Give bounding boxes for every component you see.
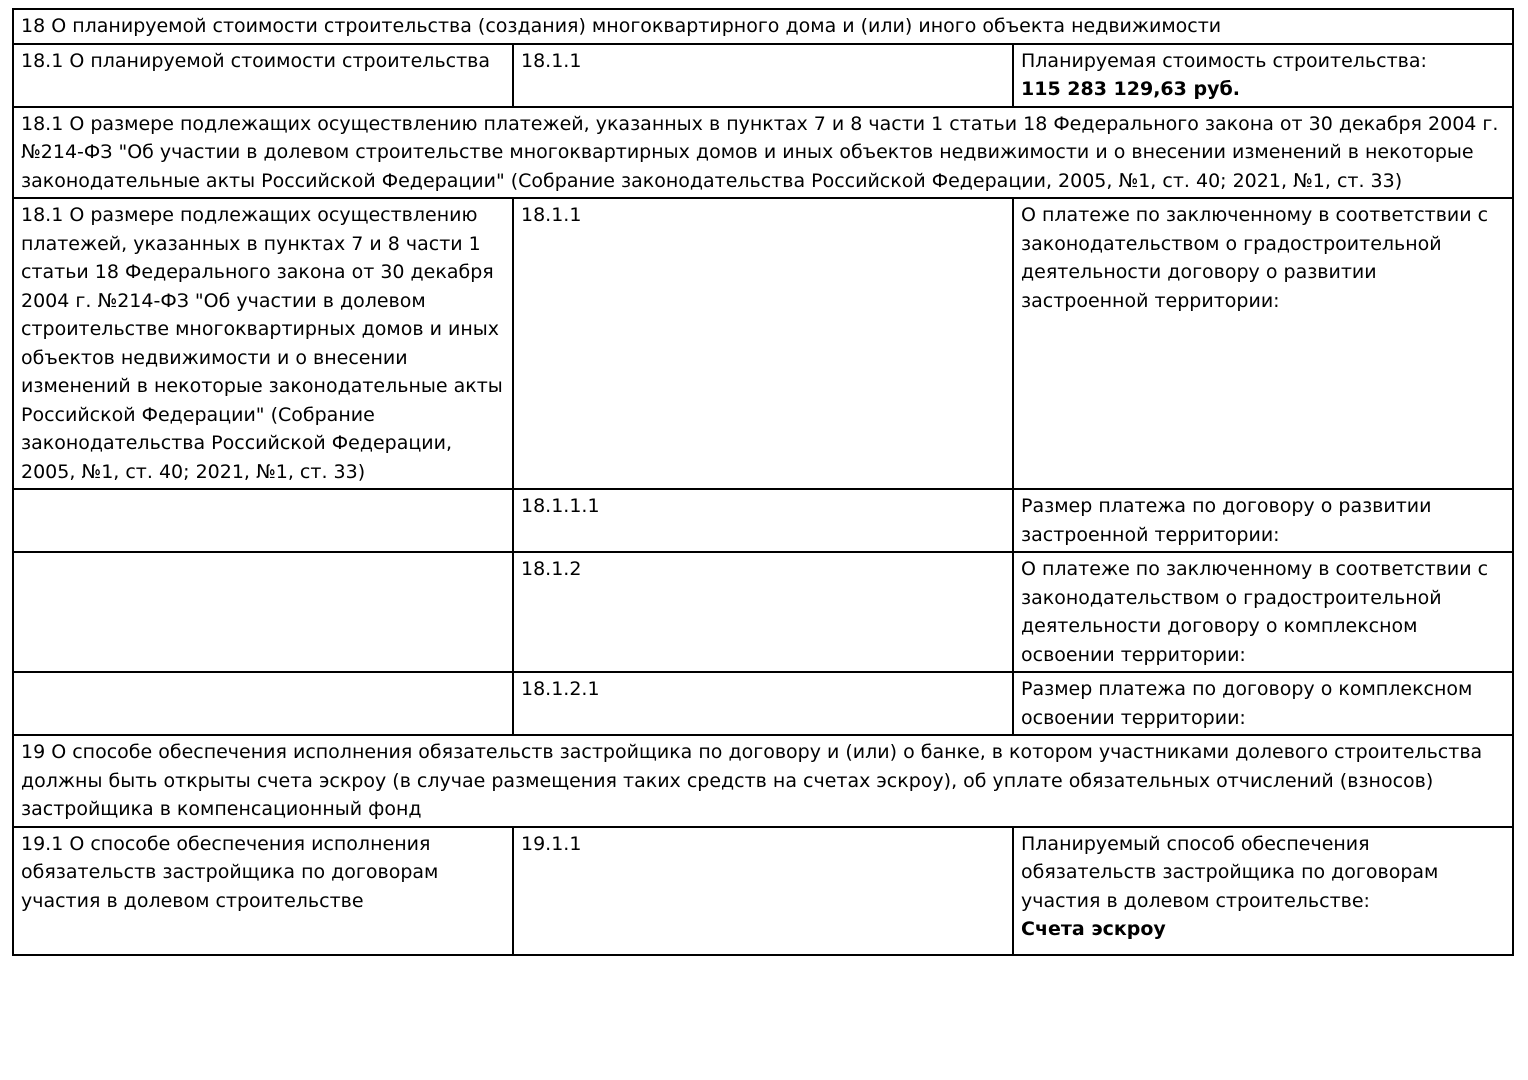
- escrow-content-cell: [1013, 827, 1513, 955]
- empty-label-cell: [13, 489, 513, 552]
- payment-size-complex-code-cell: 18.1.2.1: [513, 672, 1013, 735]
- table-row: [13, 827, 1513, 955]
- escrow-label-cell: 19.1 О способе обеспечения исполнения обязательств застройщика по договорам участия в долевом строительстве: [13, 827, 513, 955]
- table-row: [13, 672, 1513, 735]
- complex-territory-content-cell: О платеже по заключенному в соответствии с законодательством о градостроительной деятельности договору о комплексном освоении территории:: [1013, 552, 1513, 672]
- table-row: [13, 44, 1513, 107]
- payments-content-cell: О платеже по заключенному в соответствии с законодательством о градостроительной деятельности договору о развитии застроенной территории:: [1013, 198, 1513, 489]
- table-row: [13, 735, 1513, 827]
- payment-size-development-content-cell: Размер платежа по договору о развитии застроенной территории:: [1013, 489, 1513, 552]
- section-19-header: 19 О способе обеспечения исполнения обязательств застройщика по договору и (или) о банке, в котором участниками долевого строительства должны быть открыты счета эскроу (в случае размещения таких средств на счетах эскроу), об уплате обязательных отчислений (взносов) застройщика в компенсационный фонд: [13, 735, 1513, 827]
- escrow-code-cell: 19.1.1: [513, 827, 1013, 955]
- section-18-header: 18 О планируемой стоимости строительства (создания) многоквартирного дома и (или) иного объекта недвижимости: [13, 9, 1513, 44]
- payments-label-cell: 18.1 О размере подлежащих осуществлению платежей, указанных в пунктах 7 и 8 части 1 статьи 18 Федерального закона от 30 декабря 2004 г. №214-ФЗ "Об участии в долевом строительстве многоквартирных домов и иных объектов недвижимости и о внесении изменений в некоторые законодательные акты Российской Федерации" (Собрание законодательства Российской Федерации, 2005, №1, ст. 40; 2021, №1, ст. 33): [13, 198, 513, 489]
- complex-territory-code-cell: 18.1.2: [513, 552, 1013, 672]
- planned-cost-text: Планируемая стоимость строительства:: [1021, 49, 1427, 72]
- escrow-text: Планируемый способ обеспечения обязательств застройщика по договорам участия в долевом строительстве:: [1021, 832, 1439, 912]
- project-declaration-table: [12, 8, 1514, 956]
- table-row: [13, 9, 1513, 44]
- empty-label-cell: [13, 672, 513, 735]
- planned-cost-value: 115 283 129,63 руб.: [1021, 78, 1240, 100]
- table-row: [13, 198, 1513, 489]
- table-row: [13, 552, 1513, 672]
- section-18-1-header: 18.1 О размере подлежащих осуществлению платежей, указанных в пунктах 7 и 8 части 1 статьи 18 Федерального закона от 30 декабря 2004 г. №214-ФЗ "Об участии в долевом строительстве многоквартирных домов и иных объектов недвижимости и о внесении изменений в некоторые законодательные акты Российской Федерации" (Собрание законодательства Российской Федерации, 2005, №1, ст. 40; 2021, №1, ст. 33): [13, 107, 1513, 199]
- planned-cost-content-cell: [1013, 44, 1513, 107]
- payment-size-complex-content-cell: Размер платежа по договору о комплексном освоении территории:: [1013, 672, 1513, 735]
- planned-cost-code-cell: 18.1.1: [513, 44, 1013, 107]
- payment-size-development-code-cell: 18.1.1.1: [513, 489, 1013, 552]
- table-row: [13, 489, 1513, 552]
- planned-cost-label-cell: 18.1 О планируемой стоимости строительства: [13, 44, 513, 107]
- empty-label-cell: [13, 552, 513, 672]
- table-row: [13, 107, 1513, 199]
- payments-code-cell: 18.1.1: [513, 198, 1013, 489]
- escrow-value: Счета эскроу: [1021, 918, 1166, 940]
